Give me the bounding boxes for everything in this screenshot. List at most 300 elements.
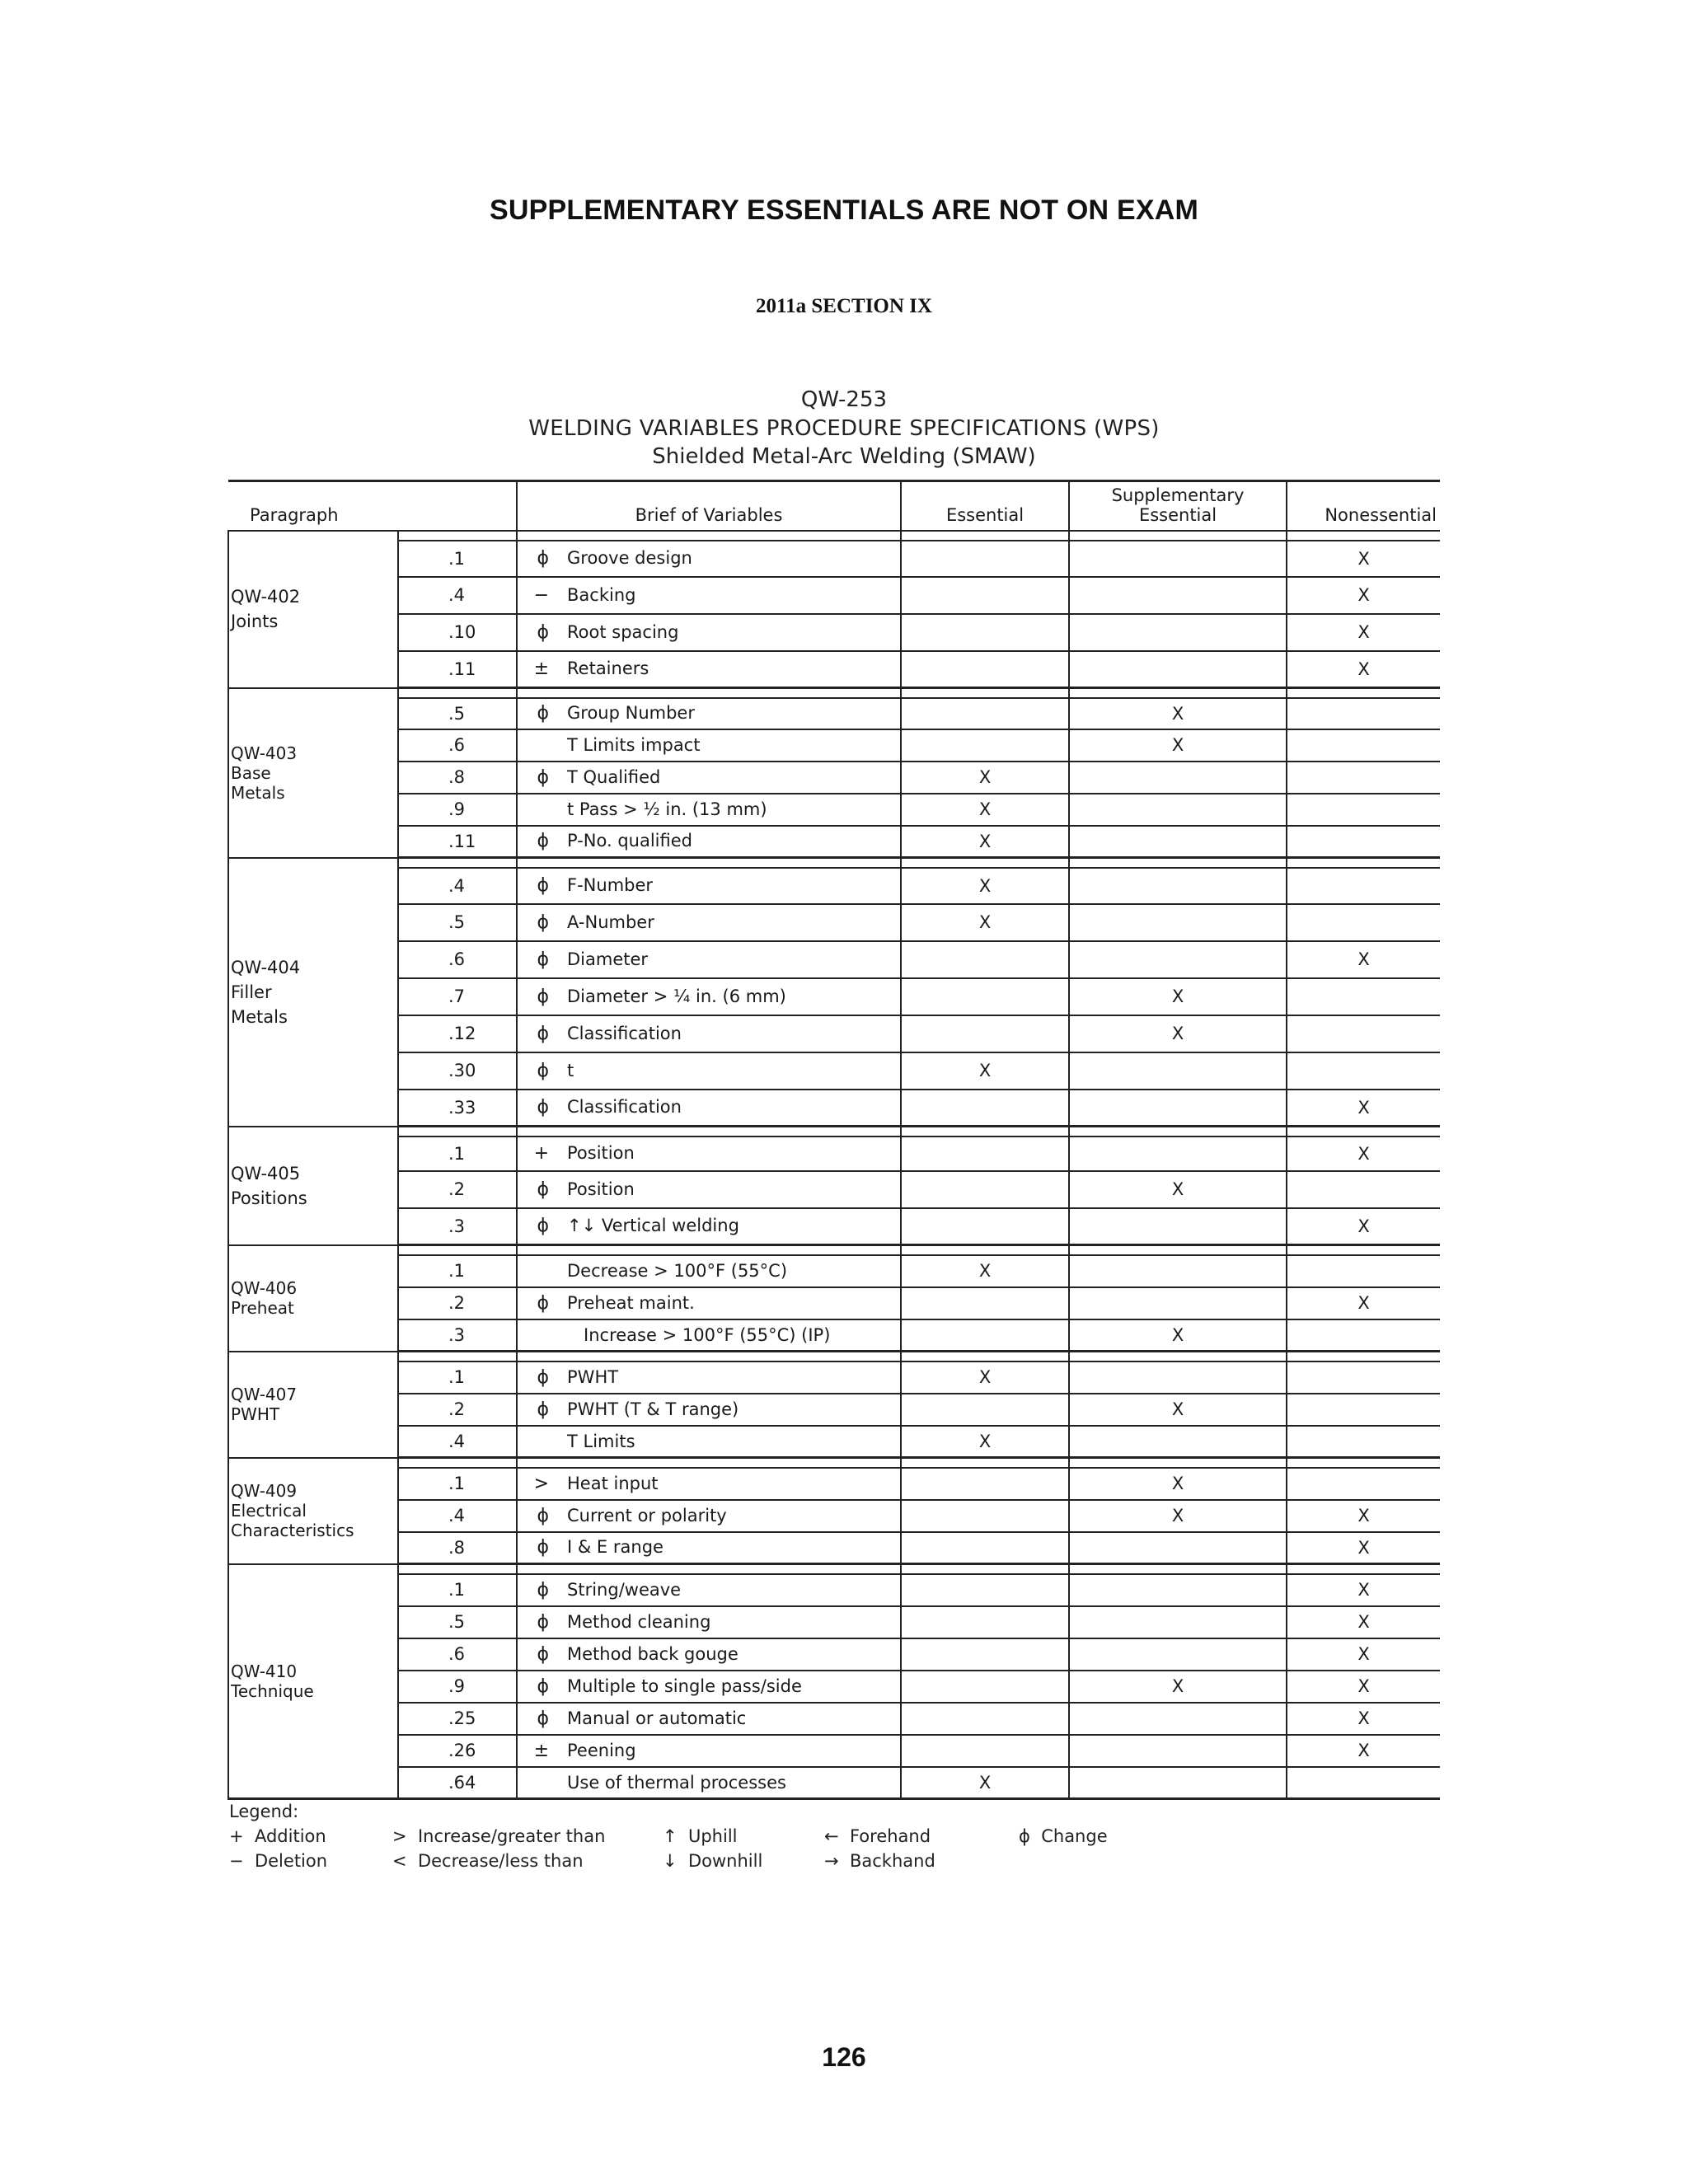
variable-text: Position (567, 1179, 635, 1199)
variable-text: Preheat maint. (567, 1292, 695, 1313)
essential-mark (901, 1468, 1069, 1500)
table-row (228, 1767, 1440, 1799)
variable-symbol: ϕ (537, 548, 550, 569)
spacer-cell (398, 1352, 517, 1361)
supplementary-essential-mark (1069, 614, 1287, 651)
header-supplementary-line1: Supplementary (1111, 485, 1245, 505)
supplementary-essential-mark: X (1069, 978, 1287, 1015)
group-label-qw-404 (228, 858, 398, 1127)
essential-mark (901, 729, 1069, 762)
exam-banner: SUPPLEMENTARY ESSENTIALS ARE NOT ON EXAM (490, 194, 1198, 226)
table-row (228, 1361, 1440, 1394)
supplementary-essential-mark (1069, 1735, 1287, 1767)
variable-symbol: ϕ (537, 1505, 550, 1526)
nonessential-mark (1287, 1255, 1440, 1287)
variable-brief (517, 698, 901, 729)
variable-symbol: ϕ (537, 1708, 550, 1729)
spacer-cell (1069, 1245, 1287, 1255)
variable-symbol: − (533, 584, 550, 606)
variable-text: PWHT (T & T range) (567, 1399, 739, 1419)
group-name: Base (231, 762, 271, 783)
essential-mark: X (901, 1361, 1069, 1394)
variable-brief (517, 1208, 901, 1245)
variable-symbol: ϕ (537, 1060, 550, 1081)
spacer-cell (517, 1458, 901, 1468)
nonessential-mark: X (1287, 1638, 1440, 1671)
spacer-cell (901, 1564, 1069, 1574)
paragraph-number: .4 (398, 868, 517, 904)
table-row (228, 1255, 1440, 1287)
paragraph-number: .1 (398, 1137, 517, 1171)
group-name: Electrical (231, 1501, 307, 1521)
spacer-cell (398, 1127, 517, 1137)
variable-symbol: ϕ (537, 912, 550, 933)
group-spacer-row (228, 1564, 1440, 1574)
variable-text: String/weave (567, 1579, 682, 1600)
variable-text: Classification (567, 1023, 682, 1043)
spacer-cell (901, 531, 1069, 541)
essential-mark (901, 941, 1069, 978)
essential-mark: X (901, 1767, 1069, 1799)
nonessential-mark: X (1287, 1532, 1440, 1564)
essential-mark (901, 1500, 1069, 1532)
supplementary-essential-mark (1069, 941, 1287, 978)
spacer-cell (517, 688, 901, 698)
variable-text: Diameter (567, 949, 649, 969)
variable-text: A-Number (567, 912, 654, 932)
table-row (228, 1208, 1440, 1245)
group-code: QW-410 (231, 1661, 298, 1681)
supplementary-essential-mark: X (1069, 698, 1287, 729)
group-label-qw-406 (228, 1245, 398, 1352)
group-name: Joints (231, 612, 279, 631)
essential-mark: X (901, 762, 1069, 794)
variable-text: t Pass > ½ in. (13 mm) (567, 799, 767, 819)
essential-mark (901, 978, 1069, 1015)
variable-brief (517, 1735, 901, 1767)
supplementary-essential-mark: X (1069, 1468, 1287, 1500)
paragraph-number: .11 (398, 826, 517, 858)
nonessential-mark (1287, 1052, 1440, 1090)
spacer-cell (1287, 1127, 1440, 1137)
spacer-cell (1287, 1352, 1440, 1361)
table-subtitle: Shielded Metal-Arc Welding (SMAW) (652, 444, 1036, 469)
spacer-cell (1287, 1458, 1440, 1468)
variable-symbol: ϕ (537, 986, 550, 1007)
nonessential-mark (1287, 729, 1440, 762)
variable-brief (517, 1574, 901, 1606)
nonessential-mark: X (1287, 1090, 1440, 1127)
supplementary-essential-mark (1069, 1255, 1287, 1287)
paragraph-number: .30 (398, 1052, 517, 1090)
group-code: QW-406 (231, 1278, 298, 1298)
spacer-cell (1287, 688, 1440, 698)
variable-brief (517, 826, 901, 858)
spacer-cell (517, 1352, 901, 1361)
nonessential-mark: X (1287, 1703, 1440, 1735)
spacer-cell (1069, 1458, 1287, 1468)
spacer-cell (1069, 688, 1287, 698)
supplementary-essential-mark (1069, 651, 1287, 688)
supplementary-essential-mark (1069, 1532, 1287, 1564)
variable-symbol: ϕ (537, 703, 550, 724)
variable-text: Group Number (567, 703, 695, 723)
nonessential-mark: X (1287, 1500, 1440, 1532)
paragraph-number: .10 (398, 614, 517, 651)
table-row (228, 1671, 1440, 1703)
variable-brief (517, 1052, 901, 1090)
variable-text: P-No. qualified (567, 831, 692, 851)
table-row (228, 826, 1440, 858)
essential-mark (901, 1394, 1069, 1426)
supplementary-essential-mark: X (1069, 1171, 1287, 1208)
group-code: QW-407 (231, 1385, 298, 1404)
paragraph-number: .5 (398, 1606, 517, 1638)
spacer-cell (901, 688, 1069, 698)
group-spacer-row (228, 1352, 1440, 1361)
variable-symbol: ± (533, 1740, 550, 1761)
essential-mark (901, 698, 1069, 729)
group-label-qw-410 (228, 1564, 398, 1799)
paragraph-number: .33 (398, 1090, 517, 1127)
paragraph-number: .3 (398, 1208, 517, 1245)
variable-brief (517, 762, 901, 794)
supplementary-essential-mark (1069, 1703, 1287, 1735)
legend-item-downhill: ↓ Downhill (663, 1851, 763, 1871)
variable-brief (517, 794, 901, 826)
group-name-line2: Characteristics (231, 1521, 354, 1540)
variable-text: PWHT (567, 1366, 619, 1387)
nonessential-mark: X (1287, 1208, 1440, 1245)
spacer-cell (398, 1245, 517, 1255)
table-row (228, 1015, 1440, 1052)
paragraph-number: .1 (398, 1574, 517, 1606)
legend-item-addition: + Addition (229, 1826, 326, 1846)
spacer-cell (1069, 1352, 1287, 1361)
essential-mark (901, 1735, 1069, 1767)
supplementary-essential-mark (1069, 762, 1287, 794)
variable-brief (517, 651, 901, 688)
variable-text: F-Number (567, 875, 654, 895)
variable-brief (517, 1394, 901, 1426)
variable-symbol: > (533, 1473, 550, 1494)
essential-mark (901, 1606, 1069, 1638)
nonessential-mark (1287, 826, 1440, 858)
variable-text: Classification (567, 1097, 682, 1118)
table-header-row (228, 481, 1440, 531)
table-row (228, 1426, 1440, 1458)
nonessential-mark: X (1287, 1287, 1440, 1319)
essential-mark (901, 614, 1069, 651)
variable-brief (517, 1090, 901, 1127)
table-row (228, 729, 1440, 762)
spacer-cell (517, 1245, 901, 1255)
supplementary-essential-mark (1069, 868, 1287, 904)
paragraph-number: .8 (398, 1532, 517, 1564)
variable-brief (517, 978, 901, 1015)
group-code: QW-403 (231, 743, 298, 763)
group-label-qw-402 (228, 531, 398, 688)
variable-brief (517, 1137, 901, 1171)
group-code: QW-409 (231, 1481, 298, 1501)
group-name-line2: Metals (231, 782, 285, 803)
variable-text: ↑↓ Vertical welding (567, 1216, 739, 1236)
supplementary-essential-mark (1069, 826, 1287, 858)
paragraph-number: .2 (398, 1171, 517, 1208)
variable-text: Diameter > ¼ in. (6 mm) (567, 986, 786, 1006)
variable-text: I & E range (567, 1537, 663, 1558)
down-arrow-icon: ↓ (663, 1851, 678, 1871)
paragraph-number: .4 (398, 577, 517, 614)
legend-item-uphill: ↑ Uphill (663, 1826, 738, 1846)
table-row (228, 1500, 1440, 1532)
supplementary-essential-mark (1069, 1426, 1287, 1458)
variable-symbol: ϕ (537, 949, 550, 970)
variable-symbol: ϕ (537, 766, 550, 788)
variable-brief (517, 1426, 901, 1458)
group-name: PWHT (231, 1404, 280, 1424)
table-row (228, 614, 1440, 651)
table-row (228, 1052, 1440, 1090)
legend-heading: Legend: (229, 1802, 299, 1821)
group-spacer-row (228, 1127, 1440, 1137)
nonessential-mark (1287, 1394, 1440, 1426)
essential-mark: X (901, 868, 1069, 904)
nonessential-mark (1287, 794, 1440, 826)
group-label-qw-407 (228, 1352, 398, 1458)
supplementary-essential-mark (1069, 1090, 1287, 1127)
variable-text: Groove design (567, 548, 692, 568)
variable-text: T Limits impact (567, 735, 701, 755)
spacer-cell (517, 1564, 901, 1574)
group-name: Preheat (231, 1298, 294, 1318)
table-row (228, 1638, 1440, 1671)
spacer-cell (398, 688, 517, 698)
nonessential-mark: X (1287, 541, 1440, 577)
paragraph-number: .2 (398, 1287, 517, 1319)
header-supplementary-line2: Essential (1138, 504, 1217, 525)
variable-brief (517, 1015, 901, 1052)
variable-brief (517, 1500, 901, 1532)
nonessential-mark (1287, 698, 1440, 729)
wps-variables-table (227, 480, 1440, 1800)
variable-brief (517, 577, 901, 614)
supplementary-essential-mark: X (1069, 1319, 1287, 1352)
variable-brief (517, 1468, 901, 1500)
paragraph-number: .5 (398, 698, 517, 729)
variable-brief (517, 1319, 901, 1352)
paragraph-number: .1 (398, 541, 517, 577)
essential-mark (901, 1574, 1069, 1606)
group-name-line2: Metals (231, 1006, 288, 1027)
variable-symbol: ϕ (537, 1023, 550, 1044)
variable-symbol: ϕ (537, 1292, 550, 1314)
header-nonessential: Nonessential (1287, 481, 1440, 531)
variable-text: Use of thermal processes (567, 1772, 786, 1793)
variable-brief (517, 1671, 901, 1703)
nonessential-mark: X (1287, 1574, 1440, 1606)
nonessential-mark: X (1287, 651, 1440, 688)
variable-symbol: ϕ (537, 1611, 550, 1633)
supplementary-essential-mark (1069, 1574, 1287, 1606)
up-arrow-icon: ↑ (663, 1826, 678, 1846)
essential-mark (901, 1287, 1069, 1319)
variable-text: Current or polarity (567, 1505, 727, 1526)
paragraph-number: .4 (398, 1426, 517, 1458)
header-paragraph: Paragraph (228, 481, 517, 531)
essential-mark (901, 1015, 1069, 1052)
legend-item-increase: > Increase/greater than (392, 1826, 606, 1846)
paragraph-number: .64 (398, 1767, 517, 1799)
variable-text: Method back gouge (567, 1643, 738, 1664)
variable-brief (517, 541, 901, 577)
variable-text: Manual or automatic (567, 1708, 747, 1728)
paragraph-number: .8 (398, 762, 517, 794)
table-row (228, 794, 1440, 826)
nonessential-mark: X (1287, 614, 1440, 651)
table-row (228, 904, 1440, 941)
variable-symbol: ϕ (537, 1537, 550, 1558)
variable-brief (517, 1361, 901, 1394)
legend-item-deletion: − Deletion (229, 1851, 328, 1871)
essential-mark: X (901, 1052, 1069, 1090)
variable-symbol: ϕ (537, 621, 550, 643)
spacer-cell (901, 858, 1069, 868)
group-spacer-row (228, 531, 1440, 541)
variable-brief (517, 941, 901, 978)
variable-brief (517, 614, 901, 651)
table-row (228, 1090, 1440, 1127)
nonessential-mark: X (1287, 1137, 1440, 1171)
nonessential-mark (1287, 1468, 1440, 1500)
table-row (228, 1394, 1440, 1426)
spacer-cell (517, 858, 901, 868)
paragraph-number: .11 (398, 651, 517, 688)
spacer-cell (1287, 531, 1440, 541)
group-name: Filler (231, 982, 272, 1002)
group-label-qw-403 (228, 688, 398, 858)
essential-mark: X (901, 904, 1069, 941)
group-spacer-row (228, 688, 1440, 698)
supplementary-essential-mark (1069, 1361, 1287, 1394)
paragraph-number: .26 (398, 1735, 517, 1767)
variable-brief (517, 1703, 901, 1735)
paragraph-number: .4 (398, 1500, 517, 1532)
variable-text: Decrease > 100°F (55°C) (567, 1261, 788, 1281)
variable-symbol: ϕ (537, 1579, 550, 1601)
essential-mark: X (901, 826, 1069, 858)
variable-text: Method cleaning (567, 1611, 711, 1632)
table-row (228, 868, 1440, 904)
spacer-cell (517, 531, 901, 541)
variable-symbol: ϕ (537, 1399, 550, 1420)
nonessential-mark (1287, 1319, 1440, 1352)
group-spacer-row (228, 1245, 1440, 1255)
supplementary-essential-mark: X (1069, 1394, 1287, 1426)
table-row (228, 1574, 1440, 1606)
table-row (228, 1606, 1440, 1638)
spacer-cell (901, 1127, 1069, 1137)
variable-brief (517, 1532, 901, 1564)
header-brief-of-variables: Brief of Variables (517, 481, 901, 531)
essential-mark (901, 1532, 1069, 1564)
variable-symbol: ϕ (537, 1643, 550, 1665)
paragraph-number: .3 (398, 1319, 517, 1352)
table-row (228, 1703, 1440, 1735)
variable-text: Multiple to single pass/side (567, 1675, 802, 1696)
supplementary-essential-mark (1069, 1767, 1287, 1799)
left-arrow-icon: ← (824, 1826, 839, 1846)
right-arrow-icon: → (824, 1851, 839, 1871)
table-title: WELDING VARIABLES PROCEDURE SPECIFICATIONS (WPS) (528, 416, 1160, 441)
table-row (228, 1137, 1440, 1171)
supplementary-essential-mark (1069, 794, 1287, 826)
spacer-cell (1069, 1127, 1287, 1137)
table-code: QW-253 (800, 387, 888, 412)
variable-text: T Qualified (567, 766, 661, 787)
essential-mark: X (901, 794, 1069, 826)
supplementary-essential-mark: X (1069, 1500, 1287, 1532)
table-row (228, 698, 1440, 729)
variable-brief (517, 1767, 901, 1799)
legend-item-backhand: → Backhand (824, 1851, 935, 1871)
table-row (228, 651, 1440, 688)
nonessential-mark (1287, 1171, 1440, 1208)
nonessential-mark: X (1287, 1735, 1440, 1767)
paragraph-number: .2 (398, 1394, 517, 1426)
variable-brief (517, 1171, 901, 1208)
variable-brief (517, 1287, 901, 1319)
paragraph-number: .6 (398, 941, 517, 978)
variable-text: Backing (567, 584, 636, 605)
supplementary-essential-mark: X (1069, 729, 1287, 762)
supplementary-essential-mark (1069, 1287, 1287, 1319)
nonessential-mark: X (1287, 1671, 1440, 1703)
nonessential-mark (1287, 978, 1440, 1015)
nonessential-mark (1287, 762, 1440, 794)
variable-brief (517, 904, 901, 941)
group-spacer-row (228, 1458, 1440, 1468)
essential-mark (901, 1171, 1069, 1208)
supplementary-essential-mark (1069, 1638, 1287, 1671)
essential-mark: X (901, 1255, 1069, 1287)
paragraph-number: .6 (398, 729, 517, 762)
variable-brief (517, 868, 901, 904)
variable-symbol: ϕ (537, 1675, 550, 1697)
table-row (228, 1468, 1440, 1500)
essential-mark (901, 1137, 1069, 1171)
essential-mark (901, 1319, 1069, 1352)
section-heading: 2011a SECTION IX (756, 295, 932, 317)
legend-item-forehand: ← Forehand (824, 1826, 931, 1846)
variable-text: Position (567, 1143, 635, 1163)
variable-symbol: + (533, 1143, 550, 1164)
essential-mark (901, 651, 1069, 688)
variable-text: T Limits (567, 1431, 635, 1451)
variable-brief (517, 1255, 901, 1287)
table-row (228, 762, 1440, 794)
spacer-cell (1069, 858, 1287, 868)
supplementary-essential-mark (1069, 577, 1287, 614)
essential-mark: X (901, 1426, 1069, 1458)
group-code: QW-402 (231, 587, 301, 607)
paragraph-number: .1 (398, 1468, 517, 1500)
table-row (228, 541, 1440, 577)
spacer-cell (1287, 1564, 1440, 1574)
group-label-qw-405 (228, 1127, 398, 1245)
nonessential-mark: X (1287, 941, 1440, 978)
spacer-cell (901, 1458, 1069, 1468)
